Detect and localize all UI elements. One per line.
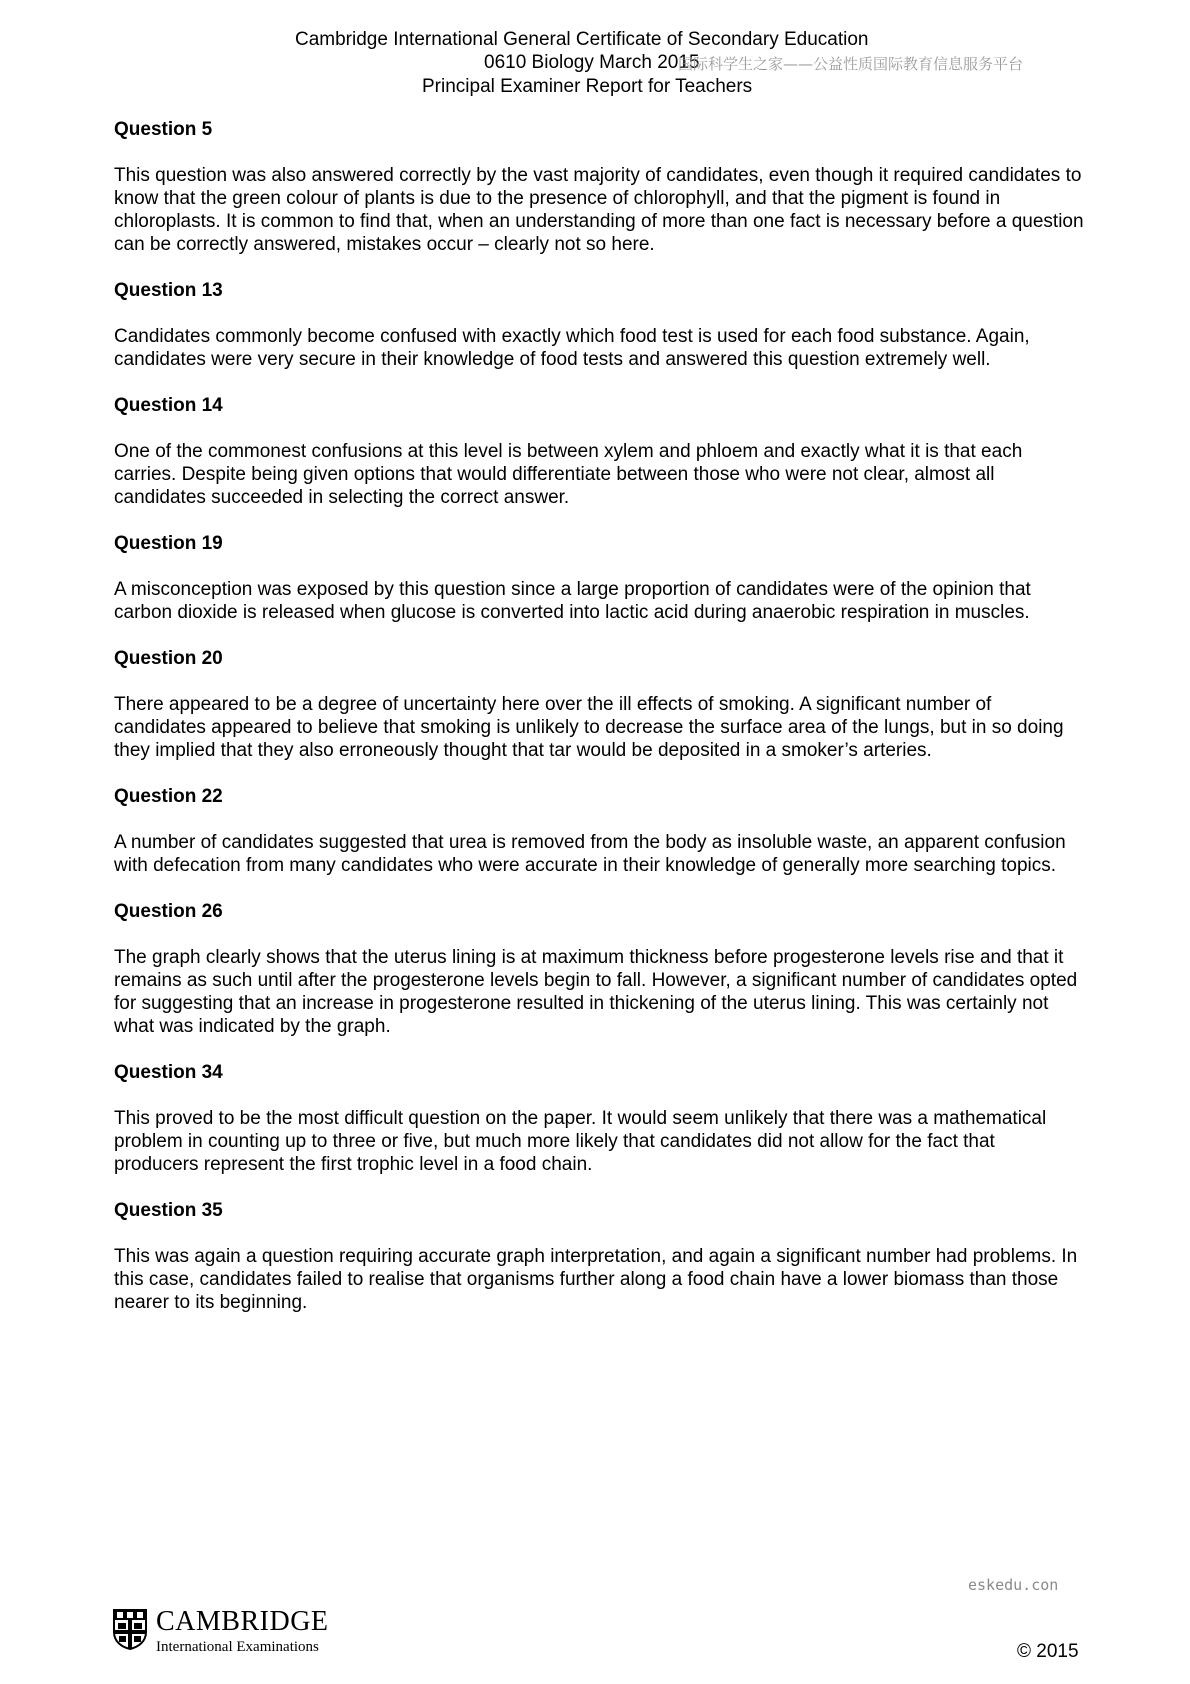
header-report-type: Principal Examiner Report for Teachers bbox=[422, 76, 753, 97]
question-title: Question 19 bbox=[114, 533, 223, 554]
question-comment: This question was also answered correctly by the vast majority of candidates, even though it required candidates to know that the green colour of plants is due to the presence of chlorophyll, and that the pigment is found in chloroplasts. It is common to find that, when an understanding of more than one fact is necessary before a question can be correctly answered, mistakes occur – clearly not so here. bbox=[114, 165, 1084, 255]
question-title: Question 22 bbox=[114, 786, 223, 807]
question-comment: There appeared to be a degree of uncertainty here over the ill effects of smoking. A significant number of candidates appeared to believe that smoking is unlikely to decrease the surface area of the lungs, but in so doing they implied that they also erroneously thought that tar would be deposited in a smoker’s arteries. bbox=[114, 694, 1064, 761]
question-title: Question 13 bbox=[114, 280, 223, 301]
question-section bbox=[114, 118, 1084, 256]
question-comment: This was again a question requiring accurate graph interpretation, and again a significant number had problems. In this case, candidates failed to realise that organisms further along a food chain have a lower biomass than those nearer to its beginning. bbox=[114, 1246, 1078, 1313]
cambridge-logo bbox=[112, 1608, 329, 1656]
question-comment: One of the commonest confusions at this level is between xylem and phloem and exactly what it is that each carries. Despite being given options that would differentiate between those who were not clear, almost all candidates succeeded in selecting the correct answer. bbox=[114, 441, 1023, 508]
question-section bbox=[114, 1199, 1084, 1314]
logo-wordmark: CAMBRIDGE bbox=[156, 1606, 329, 1637]
copyright-notice: © 2015 bbox=[1017, 1641, 1079, 1662]
question-title: Question 26 bbox=[114, 901, 223, 922]
question-section bbox=[114, 1061, 1084, 1176]
question-comment: Candidates commonly become confused with exactly which food test is used for each food substance. Again, candidates were very secure in their knowledge of food tests and answered this question extremely well. bbox=[114, 326, 1030, 370]
logo-subtitle: International Examinations bbox=[156, 1639, 319, 1655]
report-content bbox=[114, 118, 1084, 1337]
question-title: Question 20 bbox=[114, 648, 223, 669]
header-syllabus: 0610 Biology March 2015 bbox=[484, 52, 700, 73]
site-watermark: eskedu.con bbox=[968, 1576, 1059, 1594]
question-section bbox=[114, 394, 1084, 509]
question-comment: A misconception was exposed by this question since a large proportion of candidates were of the opinion that carbon dioxide is released when glucose is converted into lactic acid during anaerobic respiration in muscles. bbox=[114, 579, 1031, 623]
question-title: Question 35 bbox=[114, 1200, 223, 1221]
question-title: Question 14 bbox=[114, 395, 223, 416]
question-section bbox=[114, 279, 1084, 371]
question-comment: This proved to be the most difficult question on the paper. It would seem unlikely that there was a mathematical problem in counting up to three or five, but much more likely that candidates did not allow for the fact that producers represent the first trophic level in a food chain. bbox=[114, 1108, 1047, 1175]
header-exam-title: Cambridge International General Certificate of Secondary Education bbox=[295, 29, 869, 50]
watermark-text: 国际科学生之家——公益性质国际教育信息服务平台 bbox=[678, 55, 1024, 73]
question-title: Question 5 bbox=[114, 119, 213, 140]
question-section bbox=[114, 647, 1084, 762]
question-title: Question 34 bbox=[114, 1062, 223, 1083]
question-section bbox=[114, 785, 1084, 877]
question-comment: The graph clearly shows that the uterus lining is at maximum thickness before progesterone levels rise and that it remains as such until after the progesterone levels begin to fall. However, a significant number of candidates opted for suggesting that an increase in progesterone resulted in thickening of the uterus lining. This was certainly not what was indicated by the graph. bbox=[114, 947, 1078, 1037]
question-comment: A number of candidates suggested that urea is removed from the body as insoluble waste, an apparent confusion with defecation from many candidates who were accurate in their knowledge of generally more searching topics. bbox=[114, 832, 1066, 876]
question-section bbox=[114, 900, 1084, 1038]
cambridge-shield-icon bbox=[112, 1608, 148, 1650]
question-section bbox=[114, 532, 1084, 624]
